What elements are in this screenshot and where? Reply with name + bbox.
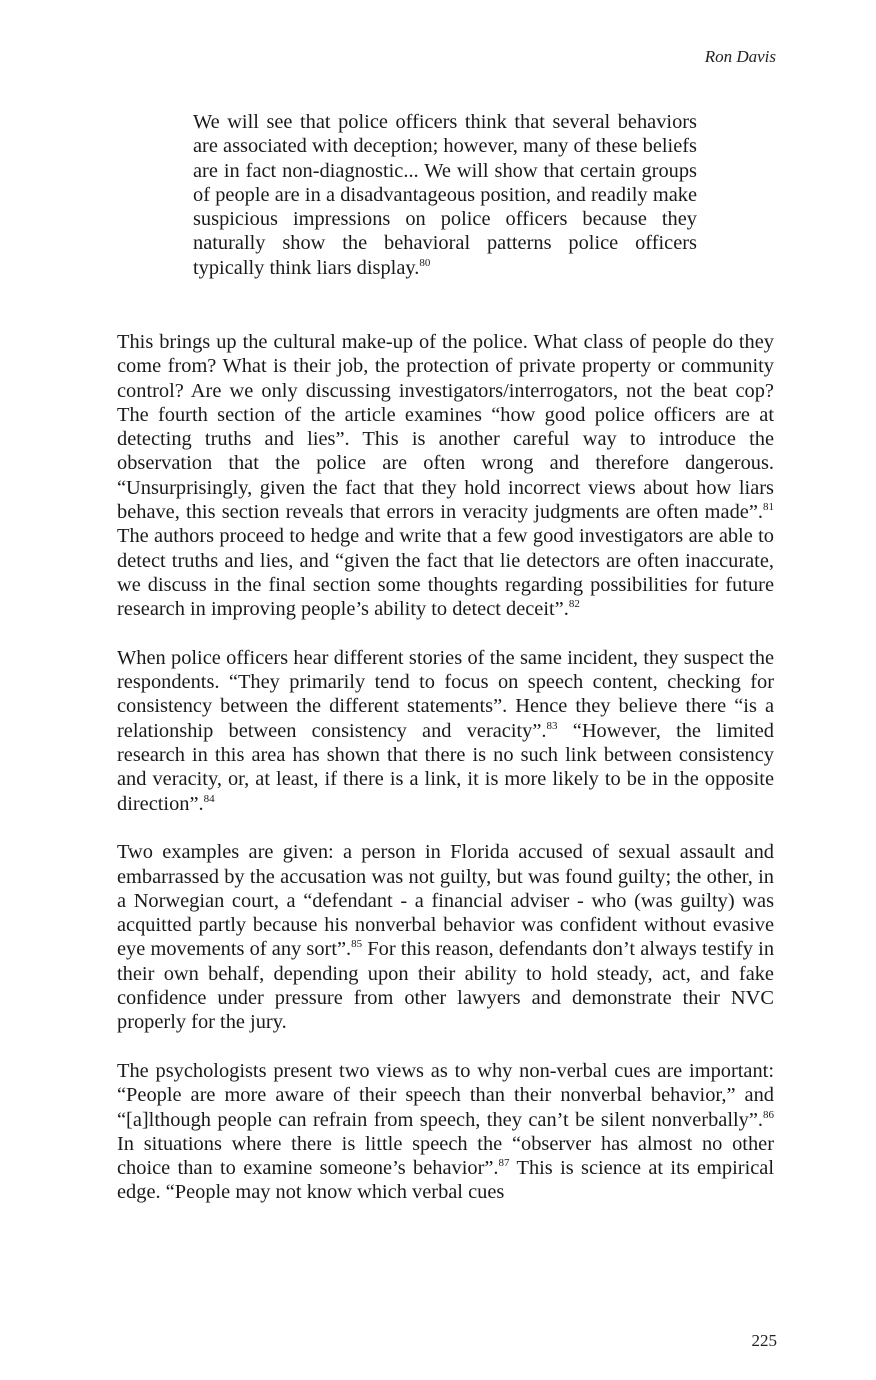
paragraph-4-part-a: The psychologists present two views as to why non-verbal cues are important: “People are more aware of their speech than their nonverbal behavior,” and “[a]lthough people can refrain from speech, they can’t be silent nonverbally”. [117,1059,774,1131]
footnote-ref-80: 80 [419,256,431,269]
footnote-ref-86: 86 [763,1108,774,1121]
footnote-ref-87: 87 [498,1157,510,1170]
paragraph-2-part-a: When police officers hear different stories of the same incident, they suspect the respondents. “They primarily tend to focus on speech content, checking for consistency between the different statements”. Hence they believe there “is a relationship between consistency and veracity”. [117,646,774,742]
body-text [117,330,774,1229]
block-quote-text [193,110,697,280]
paragraph-1-part-a: This brings up the cultural make-up of the police. What class of people do they come from? What is their job, the protection of private property or community control? Are we only discussing investigators/interrogators, not the beat cop? The fourth section of the article examines “how good police officers are at detecting truths and lies”. This is another careful way to introduce the observation that the police are often wrong and therefore dangerous. “Unsurprisingly, given the fact that they hold incorrect views about how liars behave, this section reveals that errors in veracity judgments are often made”. [117,331,774,524]
paragraph-1 [117,330,774,622]
footnote-ref-82: 82 [568,598,580,611]
footnote-ref-84: 84 [203,792,215,805]
paragraph-2 [117,646,774,816]
paragraph-4-part-b: In situations where there is little speech the “observer has almost no other choice than to examine someone’s behavior”. [117,1132,774,1180]
paragraph-4 [117,1059,774,1205]
paragraph-1-part-b: The authors proceed to hedge and write that a few good investigators are able to detect truths and lies, and “given the fact that lie detectors are often inaccurate, we discuss in the final section some thoughts regarding possibilities for future research in improving people’s ability to detect deceit”. [117,525,774,621]
block-quote-body: We will see that police officers think that several behaviors are associated with deception; however, many of these beliefs are in fact non-diagnostic... We will show that certain groups of people are in a disadvantageous position, and readily make suspicious impressions on police officers because they naturally show the behavioral patterns police officers typically think liars display. [193,111,697,279]
footnote-ref-81: 81 [763,501,774,514]
footnote-ref-83: 83 [546,719,558,732]
running-head: Ron Davis [704,47,776,66]
block-quote [193,110,697,280]
paragraph-2-part-b: “However, the limited research in this area has shown that there is no such link between consistency and veracity, or, at least, if there is a link, it is more likely to be in the opposite direction”. [117,719,774,815]
paragraph-3 [117,840,774,1034]
paragraph-3-part-a: Two examples are given: a person in Florida accused of sexual assault and embarrassed by the accusation was not guilty, but was found guilty; the other, in a Norwegian court, a “defendant - a financial adviser - who (was guilty) was acquitted partly because his nonverbal behavior was confident without evasive eye movements of any sort”. [117,841,774,961]
paragraph-3-part-b: For this reason, defendants don’t always testify in their own behalf, depending upon their ability to hold steady, act, and fake confidence under pressure from other lawyers and demonstrate their NVC properly for the jury. [117,938,775,1034]
page-number: 225 [751,1331,777,1350]
paragraph-4-part-c: This is science at its empirical edge. “People may not know which verbal cues [117,1157,775,1204]
footnote-ref-85: 85 [351,938,363,951]
